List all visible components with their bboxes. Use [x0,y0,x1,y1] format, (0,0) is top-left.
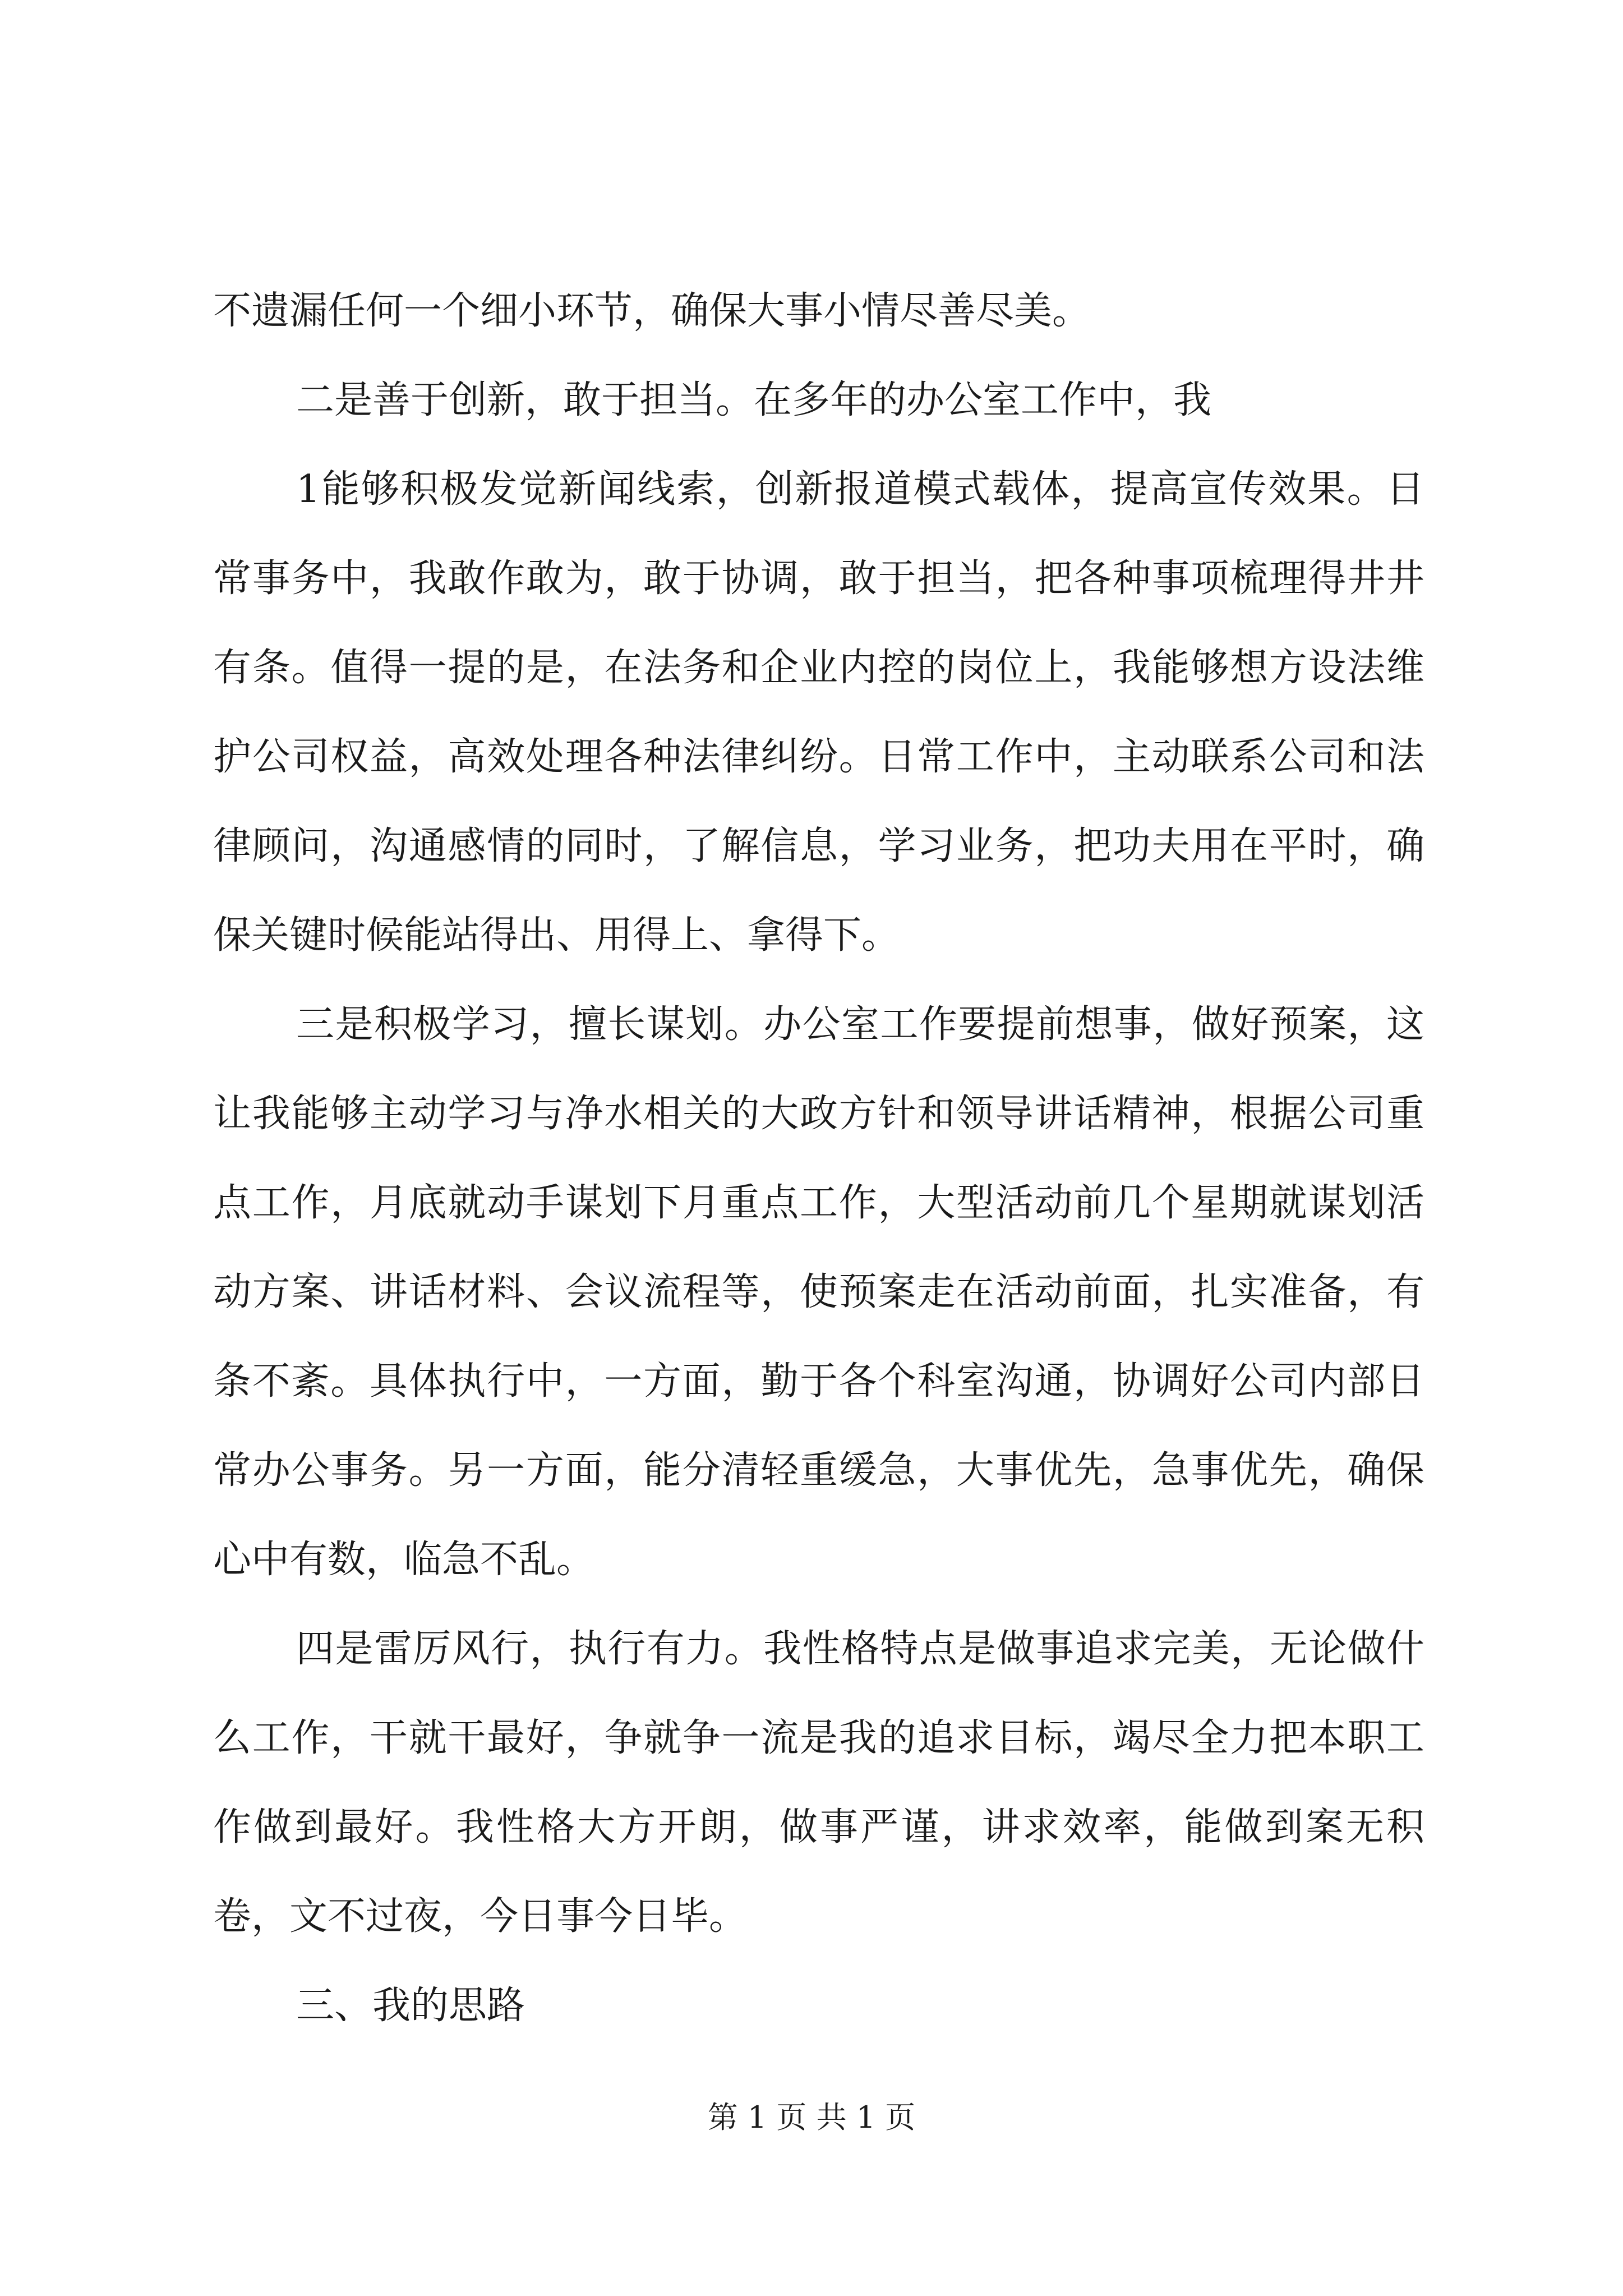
paragraph-news-and-legal: 1能够积极发觉新闻线索，创新报道模式载体，提高宣传效果。日常事务中，我敢作敢为，敢于协调，敢于担当，把各种事项梳理得井井有条。值得一提的是，在法务和企业内控的岗位上，我能够想方设法维护公司权益，高效处理各种法律纠纷。日常工作中，主动联系公司和法律顾问，沟通感情的同时，了解信息，学习业务，把功夫用在平时，确保关键时候能站得出、用得上、拿得下。 [213,467,1424,958]
paragraph-innovation: 二是善于创新，敢于担当。在多年的办公室工作中，我 [296,378,1212,422]
paragraph-learning-planning: 三是积极学习，擅长谋划。办公室工作要提前想事，做好预案，这让我能够主动学习与净水相关的大政方针和领导讲话精神，根据公司重点工作，月底就动手谋划下月重点工作，大型活动前几个星期就谋划活动方案、讲话材料、会议流程等，使预案走在活动前面，扎实准备，有条不紊。具体执行中，一方面，勤于各个科室沟通，协调好公司内部日常办公事务。另一方面，能分清轻重缓急，大事优先，急事优先，确保心中有数，临急不乱。 [213,1002,1424,1582]
page-footer: 第 1 页 共 1 页 [707,2100,916,2135]
document-body [213,266,1424,2050]
paragraph-continuation: 不遗漏任何一个细小环节，确保大事小情尽善尽美。 [213,289,1091,333]
section-heading-my-thinking: 三、我的思路 [296,1984,525,2028]
paragraph-execution: 四是雷厉风行，执行有力。我性格特点是做事追求完美，无论做什么工作，干就干最好，争就争一流是我的追求目标，竭尽全力把本职工作做到最好。我性格大方开朗，做事严谨，讲求效率，能做到案无积卷，文不过夜，今日事今日毕。 [213,1627,1424,1939]
